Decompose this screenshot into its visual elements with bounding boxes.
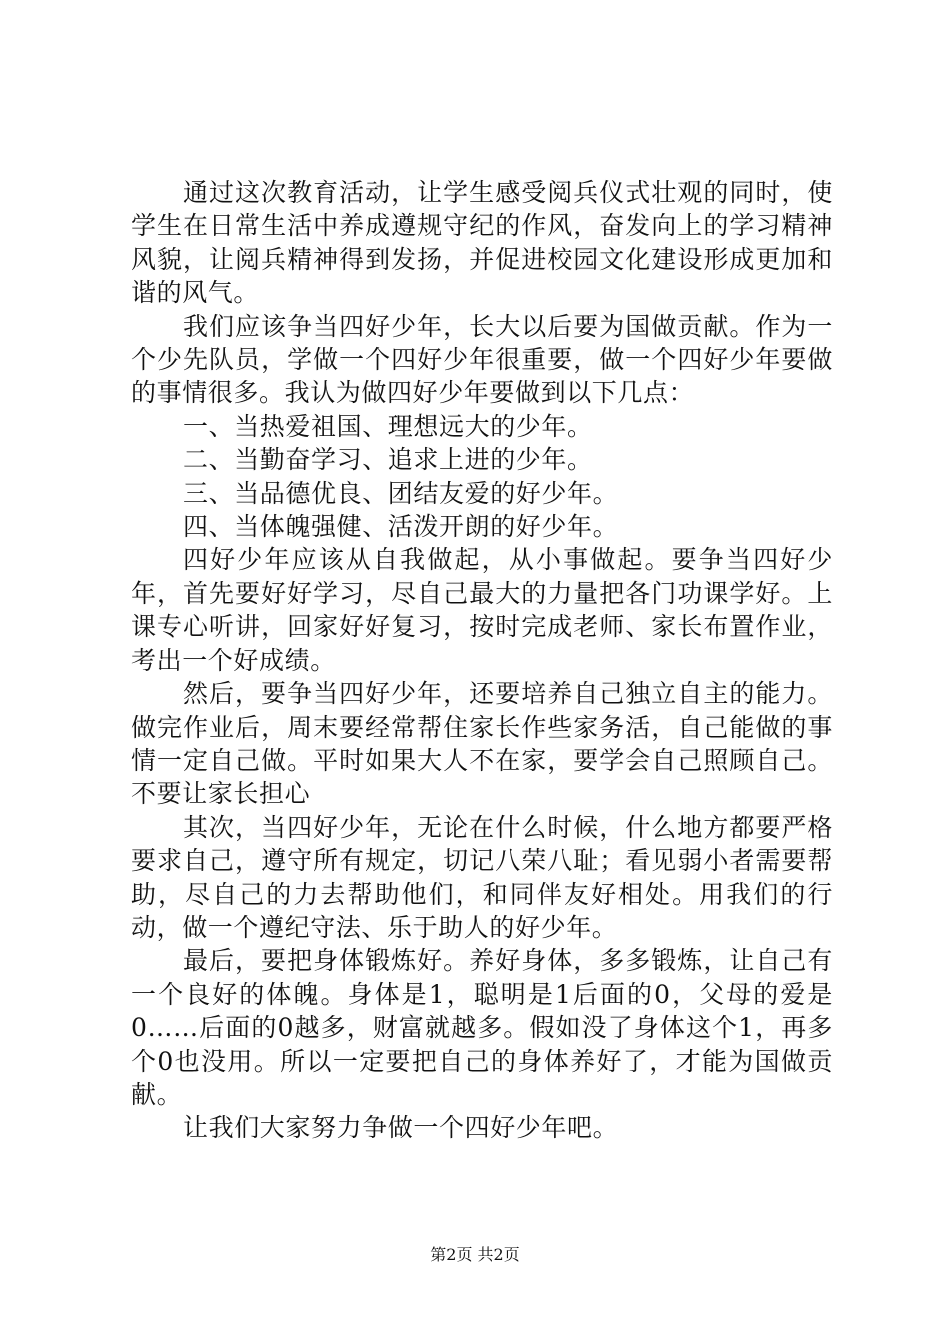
document-body xyxy=(131,176,833,1145)
paragraph-health: 最后，要把身体锻炼好。养好身体，多多锻炼，让自己有一个良好的体魄。身体是1，聪明是1后面的0，父母的爱是0……后面的0越多，财富就越多。假如没了身体这个1，再多个0也没用。所以一定要把自己的身体养好了，才能为国做贡献。 xyxy=(131,946,833,1109)
paragraph-study: 四好少年应该从自我做起，从小事做起。要争当四好少年，首先要好好学习，尽自己最大的力量把各门功课学好。上课专心听讲，回家好好复习，按时完成老师、家长布置作业，考出一个好成绩。 xyxy=(131,545,833,675)
paragraph-intro: 通过这次教育活动，让学生感受阅兵仪式壮观的同时，使学生在日常生活中养成遵规守纪的作风，奋发向上的学习精神风貌，让阅兵精神得到发扬，并促进校园文化建设形成更加和谐的风气。 xyxy=(131,178,833,308)
list-item-2: 二、当勤奋学习、追求上进的少年。 xyxy=(183,445,593,475)
paragraph-closing: 让我们大家努力争做一个四好少年吧。 xyxy=(183,1113,619,1143)
page-footer: 第2页 共2页 xyxy=(430,1245,520,1264)
paragraph-independence: 然后，要争当四好少年，还要培养自己独立自主的能力。做完作业后，周末要经常帮住家长作些家务活，自己能做的事情一定自己做。平时如果大人不在家，要学会自己照顾自己。不要让家长担心 xyxy=(131,679,833,809)
list-item-4: 四、当体魄强健、活泼开朗的好少年。 xyxy=(183,512,619,542)
paragraph-discipline: 其次，当四好少年，无论在什么时候，什么地方都要严格要求自己，遵守所有规定，切记八荣八耻；看见弱小者需要帮助，尽自己的力去帮助他们，和同伴友好相处。用我们的行动，做一个遵纪守法、乐于助人的好少年。 xyxy=(131,812,833,942)
paragraph-four-good-youth: 我们应该争当四好少年，长大以后要为国做贡献。作为一个少先队员，学做一个四好少年很重要，做一个四好少年要做的事情很多。我认为做四好少年要做到以下几点： xyxy=(131,311,833,408)
list-item-1: 一、当热爱祖国、理想远大的少年。 xyxy=(183,411,593,441)
list-item-3: 三、当品德优良、团结友爱的好少年。 xyxy=(183,478,619,508)
